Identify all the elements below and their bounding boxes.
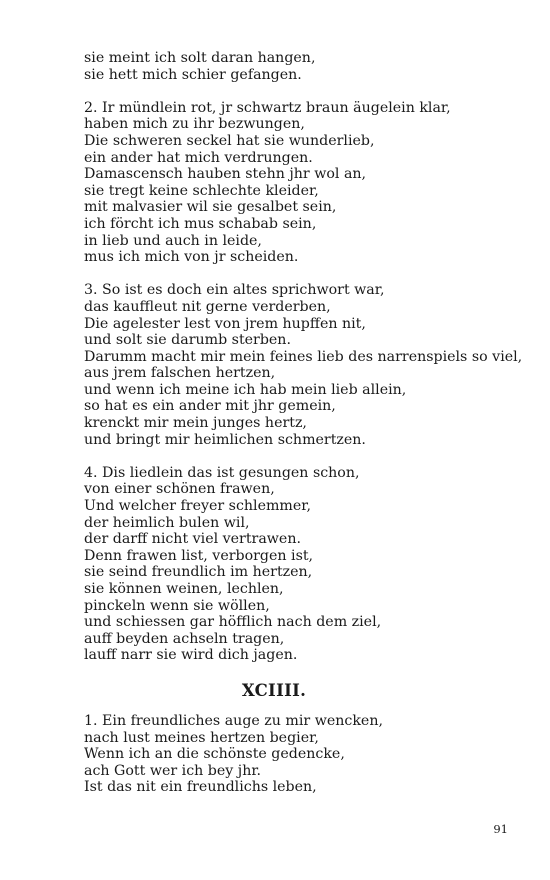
verse-line: auff beyden achseln tragen, [84, 630, 285, 647]
verse-line: ein ander hat mich verdrungen. [84, 149, 313, 166]
verse-line: das kauffleut nit gerne verderben, [84, 298, 331, 315]
page-number: 91 [493, 822, 508, 836]
verse-line: sie hett mich schier gefangen. [84, 66, 302, 83]
verse-line: Und welcher freyer schlemmer, [84, 498, 311, 515]
verse-line: nach lust meines hertzen begier, [84, 729, 319, 746]
verse-line: krenckt mir mein junges hertz, [84, 415, 307, 432]
verse-line: sie tregt keine schlechte kleider, [84, 182, 319, 199]
verse-line: 2. Ir mündlein rot, jr schwartz braun äugelein klar, [84, 99, 451, 116]
verse-line: der heimlich bulen wil, [84, 514, 250, 531]
section-title: XCIIII. [241, 680, 307, 700]
verse-line: aus jrem falschen hertzen, [84, 365, 276, 382]
verse-line: Denn frawen list, verborgen ist, [84, 547, 314, 564]
verse-line: ich förcht ich mus schabab sein, [84, 215, 317, 232]
verse-line: Darumm macht mir mein feines lieb des narrenspiels so viel, [84, 348, 523, 365]
stanza-3 [84, 282, 524, 448]
verse-line: sie können weinen, lechlen, [84, 581, 284, 597]
verse-line: und solt sie darumb sterben. [84, 332, 291, 349]
stanza-4 [84, 465, 524, 664]
verse-line: lauff narr sie wird dich jagen. [84, 647, 298, 664]
stanza-1-ending [84, 50, 524, 83]
verse-line: so hat es ein ander mit jhr gemein, [84, 398, 336, 415]
verse-line: in lieb und auch in leide, [84, 232, 262, 249]
verse-line: und schiessen gar höfflich nach dem ziel, [84, 614, 382, 631]
verse-line: von einer schönen frawen, [84, 481, 275, 498]
verse-line: Wenn ich an die schönste gedencke, [84, 746, 345, 763]
verse-line: sie meint ich solt daran hangen, [84, 50, 316, 66]
verse-line: und bringt mir heimlichen schmertzen. [84, 431, 366, 448]
verse-line: mit malvasier wil sie gesalbet sein, [84, 199, 337, 216]
page-body [84, 50, 524, 813]
verse-line: pinckeln wenn sie wöllen, [84, 597, 270, 614]
verse-line: Ist das nit ein freundlichs leben, [84, 779, 317, 796]
new-song-stanza-1 [84, 713, 524, 796]
verse-line: Damascensch hauben stehn jhr wol an, [84, 166, 367, 183]
verse-line: der darff nicht viel vertrawen. [84, 531, 301, 548]
verse-line: haben mich zu ihr bezwungen, [84, 116, 305, 133]
verse-line: und wenn ich meine ich hab mein lieb allein, [84, 381, 407, 398]
verse-line: 1. Ein freundliches auge zu mir wencken, [84, 712, 383, 729]
verse-line: Die schweren seckel hat sie wunderlieb, [84, 132, 375, 149]
verse-line: 3. So ist es doch ein altes sprichwort war, [84, 282, 385, 299]
verse-line: mus ich mich von jr scheiden. [84, 249, 299, 266]
verse-line: 4. Dis liedlein das ist gesungen schon, [84, 464, 360, 481]
verse-line: Die agelester lest von jrem hupffen nit, [84, 315, 366, 332]
verse-line: ach Gott wer ich bey jhr. [84, 762, 262, 779]
stanza-2 [84, 100, 524, 266]
verse-line: sie seind freundlich im hertzen, [84, 564, 313, 581]
